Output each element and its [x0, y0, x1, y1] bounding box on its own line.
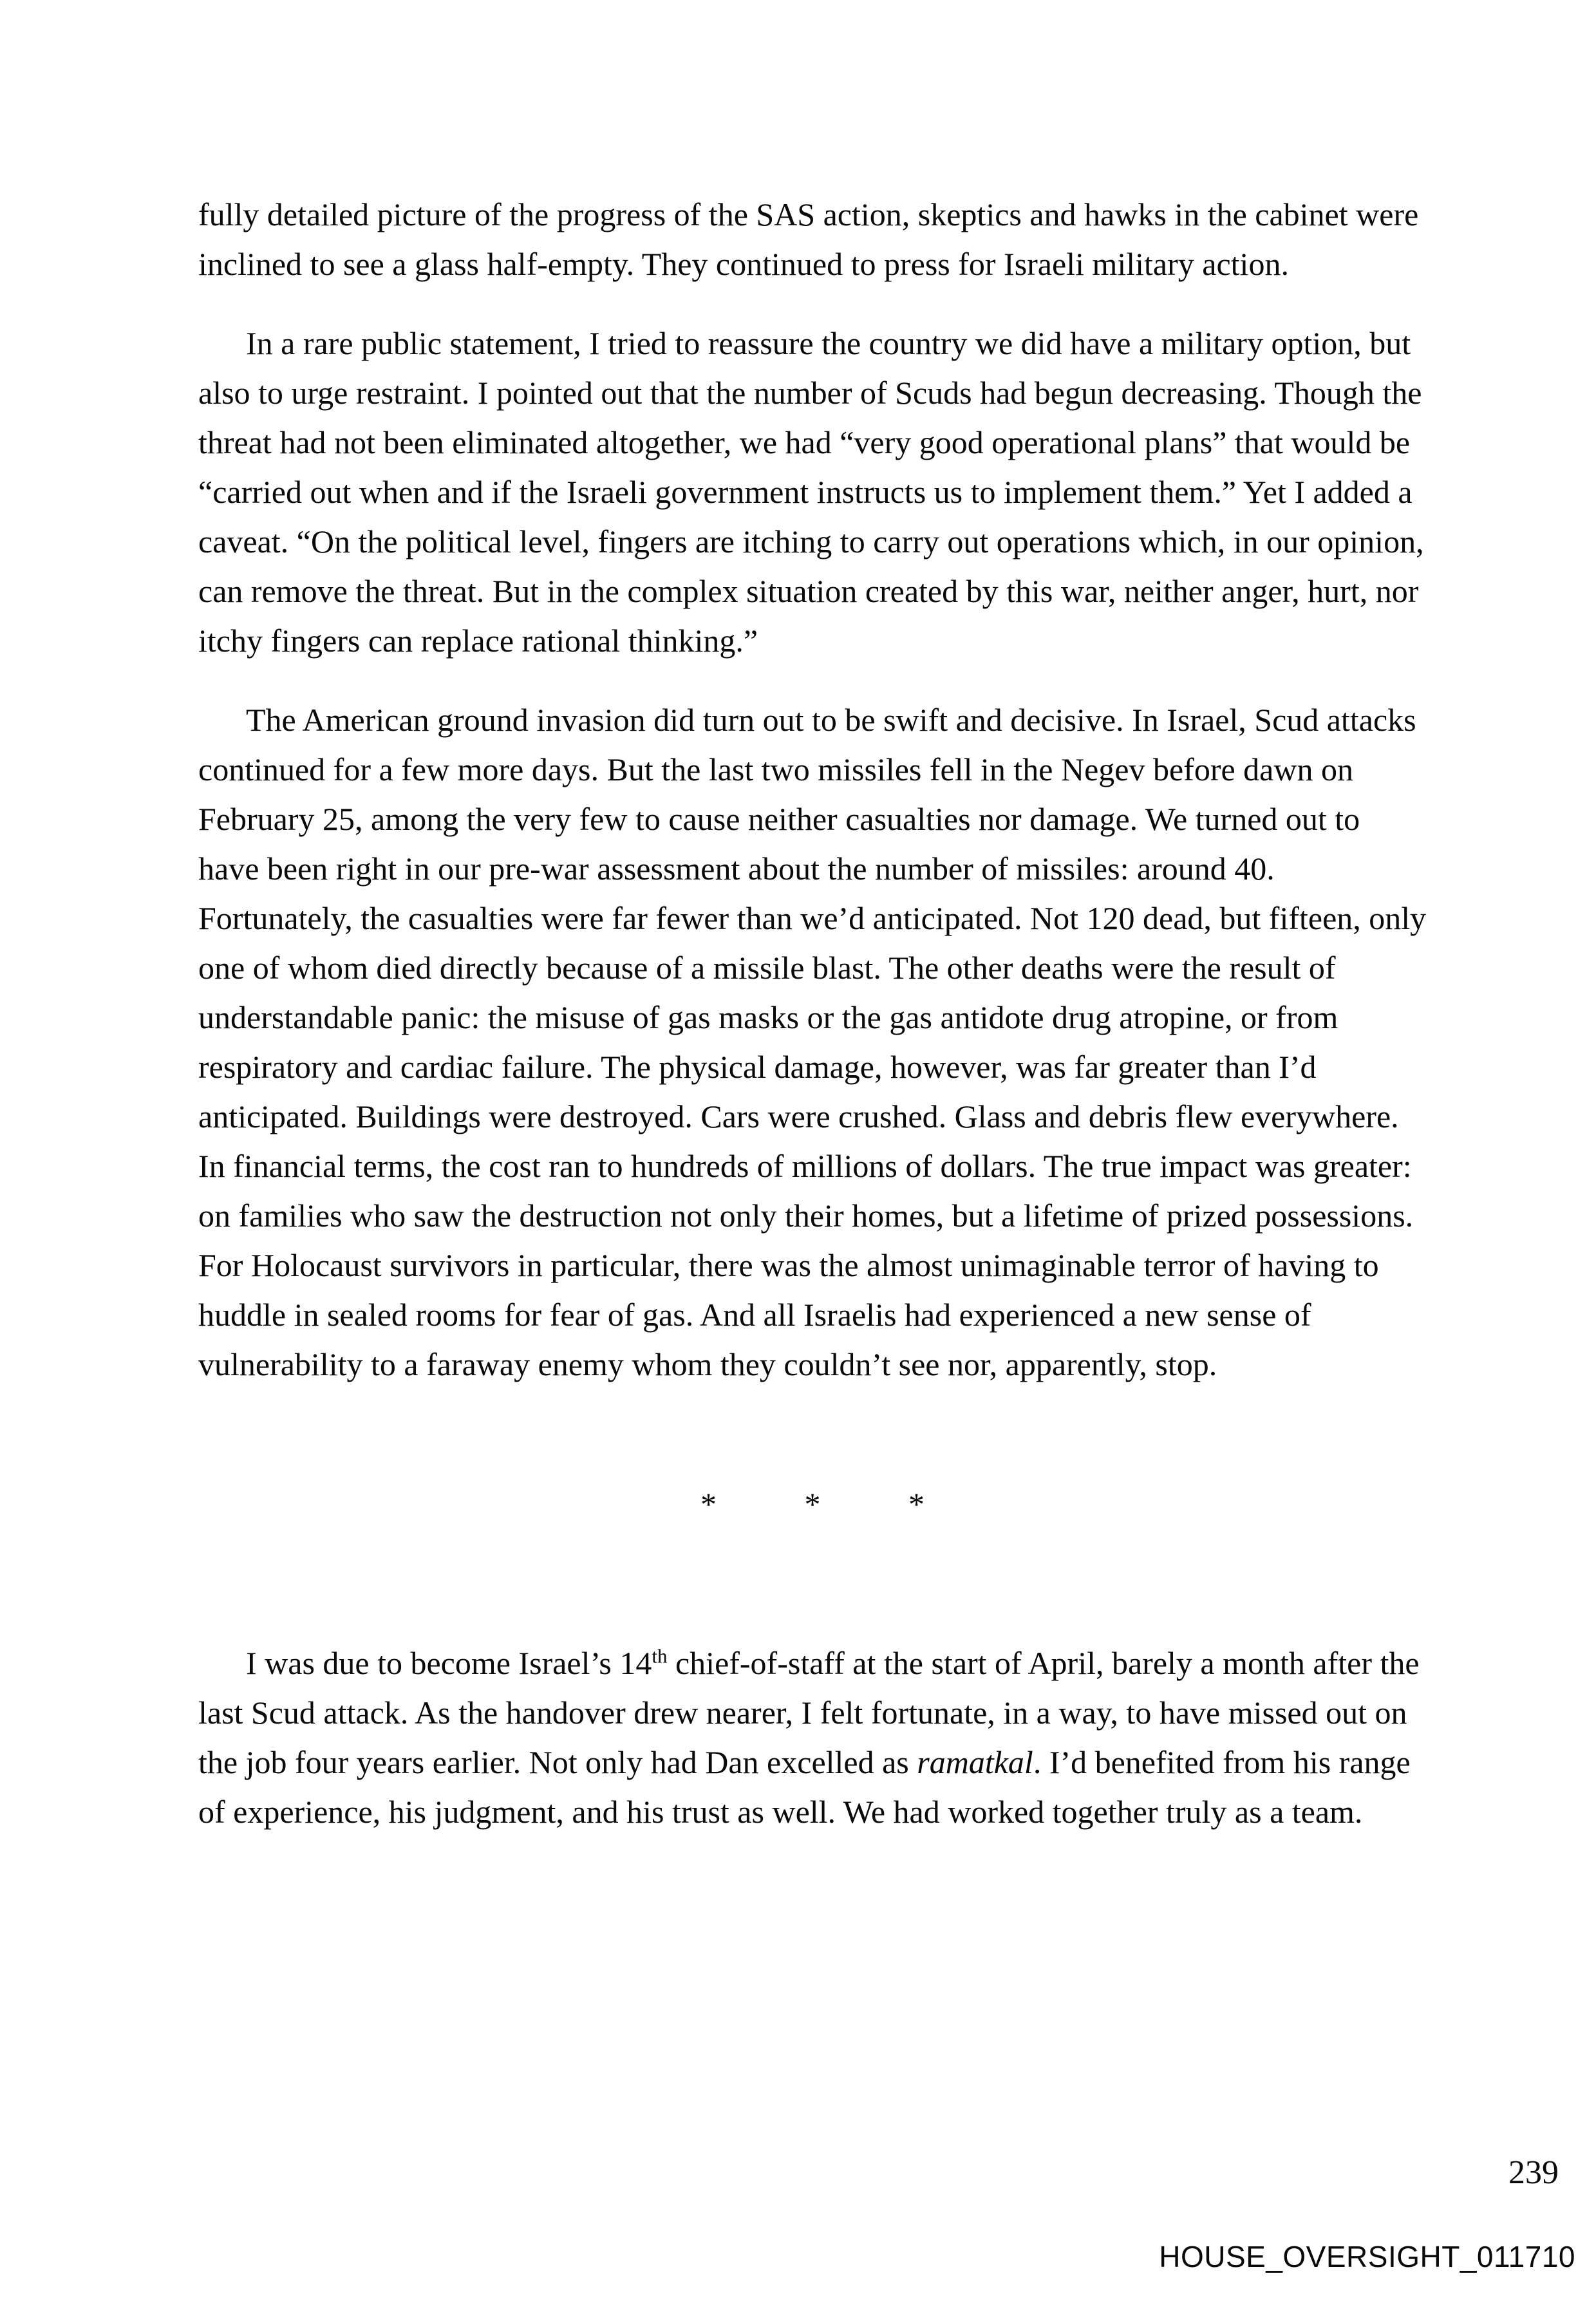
paragraph-chief-of-staff [198, 1639, 1427, 1837]
paragraph-public-statement: In a rare public statement, I tried to reassure the country we did have a military option, but also to urge restraint. I pointed out that the number of Scuds had begun decreasing. Though the threat had not been eliminated altogether, we had “very good operational plans” that would be “carried out when and if the Israeli government instructs us to implement them.” Yet I added a caveat. “On the political level, fingers are itching to carry out operations which, in our opinion, can remove the threat. But in the complex situation created by this war, neither anger, hurt, nor itchy fingers can replace rational thinking.” [198, 325, 1424, 659]
paragraph-ground-invasion: The American ground invasion did turn out to be swift and decisive. In Israel, Scud attacks continued for a few more days. But the last two missiles fell in the Negev before dawn on February 25, among the very few to cause neither casualties nor damage. We turned out to have been right in our pre-war assessment about the number of missiles: around 40. Fortunately, the casualties were far fewer than we’d anticipated. Not 120 dead, but fifteen, only one of whom died directly because of a missile blast. The other deaths were the result of understandable panic: the misuse of gas masks or the gas antidote drug atropine, or from respiratory and cardiac failure. The physical damage, however, was far greater than I’d anticipated. Buildings were destroyed. Cars were crushed. Glass and debris flew everywhere. In financial terms, the cost ran to hundreds of millions of dollars. The true impact was greater: on families who saw the destruction not only their homes, but a lifetime of prized possessions. For Holocaust survivors in particular, there was the almost unimaginable terror of having to huddle in sealed rooms for fear of gas. And all Israelis had experienced a new sense of vulnerability to a faraway enemy whom they couldn’t see nor, apparently, stop. [198, 702, 1427, 1382]
section-break-asterisk: * [700, 1486, 717, 1522]
body-text [198, 190, 1427, 1866]
page-number: 239 [1508, 2154, 1559, 2191]
paragraph-continuation: fully detailed picture of the progress of the SAS action, skeptics and hawks in the cabinet were inclined to see a glass half-empty. They continued to press for Israeli military action. [198, 196, 1419, 282]
text-run-italic: ramatkal [917, 1744, 1033, 1780]
text-run: chief-of-staff at the start of April, barely a month after the last Scud attack. As the handover drew nearer, I felt fortunate, in a way, to have missed out on the job four years earlier. Not only had Dan excelled as [198, 1645, 1420, 1780]
text-run: . I’d benefited from his range of experience, his judgment, and his trust as well. We had worked together truly as a team. [198, 1744, 1411, 1830]
section-break-asterisk: * [908, 1486, 925, 1522]
bates-stamp: HOUSE_OVERSIGHT_011710 [1159, 2240, 1575, 2273]
text-run: I was due to become Israel’s 14 [246, 1645, 652, 1681]
text-run-superscript: th [652, 1644, 668, 1668]
section-break-asterisk: * [804, 1486, 821, 1522]
section-break [198, 1480, 1427, 1529]
